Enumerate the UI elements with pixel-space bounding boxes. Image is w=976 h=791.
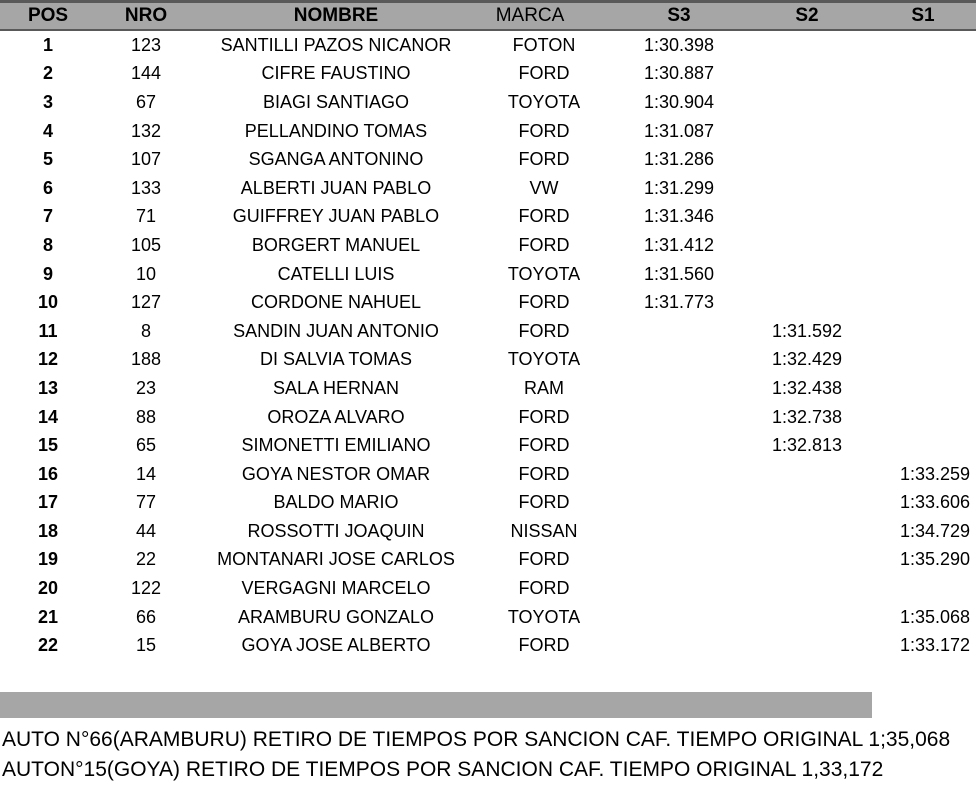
cell-s2: 1:32.738	[771, 406, 843, 427]
table-row	[0, 145, 976, 174]
header-cell-nro: NRO	[124, 5, 168, 26]
table-row	[0, 88, 976, 117]
cell-nombre: GOYA JOSE ALBERTO	[241, 635, 431, 656]
cell-nombre: ARAMBURU GONZALO	[237, 606, 435, 627]
cell-nombre: SIMONETTI EMILIANO	[241, 435, 431, 456]
cell-nombre: PELLANDINO TOMAS	[244, 120, 428, 141]
cell-marca: FORD	[518, 120, 570, 141]
penalty-notes	[0, 725, 976, 784]
penalty-note-line: AUTON°15(GOYA) RETIRO DE TIEMPOS POR SANCION CAF. TIEMPO ORIGINAL 1,33,172	[2, 757, 884, 781]
cell-pos: 10	[37, 292, 59, 313]
cell-nro: 132	[130, 120, 162, 141]
cell-nombre: DI SALVIA TOMAS	[259, 349, 413, 370]
cell-s1: 1:33.606	[899, 492, 971, 513]
cell-nro: 122	[130, 578, 162, 599]
cell-nro: 67	[135, 91, 157, 112]
cell-pos: 8	[42, 234, 53, 255]
table-row	[0, 546, 976, 575]
table-body	[0, 31, 976, 660]
cell-nro: 8	[140, 320, 151, 341]
cell-marca: FORD	[518, 406, 570, 427]
cell-nombre: ALBERTI JUAN PABLO	[240, 177, 432, 198]
cell-s3: 1:31.412	[643, 234, 715, 255]
cell-s1: 1:34.729	[899, 520, 971, 541]
cell-s3: 1:31.087	[643, 120, 715, 141]
cell-marca: RAM	[524, 377, 564, 398]
cell-nro: 44	[135, 520, 157, 541]
cell-marca: FORD	[518, 234, 570, 255]
cell-pos: 14	[37, 406, 59, 427]
cell-nro: 77	[135, 492, 157, 513]
cell-pos: 1	[42, 34, 53, 55]
table-row	[0, 346, 976, 375]
header-cell-s3: S3	[667, 5, 691, 26]
cell-nombre: BORGERT MANUEL	[251, 234, 421, 255]
cell-nombre: BIAGI SANTIAGO	[262, 91, 410, 112]
cell-nro: 14	[135, 463, 157, 484]
cell-s3: 1:31.773	[643, 292, 715, 313]
cell-nro: 22	[135, 549, 157, 570]
cell-s3: 1:31.286	[643, 149, 715, 170]
cell-s2: 1:32.813	[771, 435, 843, 456]
cell-nombre: SGANGA ANTONINO	[248, 149, 424, 170]
cell-pos: 3	[42, 91, 53, 112]
table-header	[0, 0, 976, 31]
table-row	[0, 631, 976, 660]
cell-s1: 1:35.290	[899, 549, 971, 570]
cell-marca: FORD	[518, 578, 570, 599]
cell-nombre: CORDONE NAHUEL	[250, 292, 422, 313]
table-row	[0, 60, 976, 89]
table-row	[0, 260, 976, 289]
cell-s2: 1:31.592	[771, 320, 843, 341]
table-row	[0, 517, 976, 546]
table-row	[0, 603, 976, 632]
cell-s3: 1:30.398	[643, 34, 715, 55]
cell-nro: 105	[130, 234, 162, 255]
cell-pos: 4	[42, 120, 53, 141]
cell-marca: FORD	[518, 549, 570, 570]
cell-pos: 22	[37, 635, 59, 656]
table-row	[0, 174, 976, 203]
cell-pos: 19	[37, 549, 59, 570]
cell-pos: 21	[37, 606, 59, 627]
cell-nombre: BALDO MARIO	[273, 492, 399, 513]
cell-s1: 1:33.172	[899, 635, 971, 656]
cell-pos: 6	[42, 177, 53, 198]
cell-s3: 1:31.299	[643, 177, 715, 198]
cell-marca: FORD	[518, 149, 570, 170]
cell-nro: 188	[130, 349, 162, 370]
table-row	[0, 460, 976, 489]
cell-pos: 17	[37, 492, 59, 513]
cell-pos: 18	[37, 520, 59, 541]
cell-marca: FOTON	[512, 34, 576, 55]
cell-nro: 23	[135, 377, 157, 398]
cell-pos: 16	[37, 463, 59, 484]
cell-pos: 7	[42, 206, 53, 227]
cell-pos: 12	[37, 349, 59, 370]
header-cell-s2: S2	[795, 5, 819, 26]
header-cell-nombre: NOMBRE	[293, 5, 379, 26]
cell-marca: TOYOTA	[507, 91, 581, 112]
cell-nombre: VERGAGNI MARCELO	[241, 578, 431, 599]
cell-nro: 88	[135, 406, 157, 427]
cell-nro: 71	[135, 206, 157, 227]
table-row	[0, 117, 976, 146]
table-row	[0, 489, 976, 518]
cell-s3: 1:30.887	[643, 63, 715, 84]
cell-marca: VW	[529, 177, 559, 198]
cell-pos: 2	[42, 63, 53, 84]
cell-marca: FORD	[518, 206, 570, 227]
table-row	[0, 31, 976, 60]
cell-s2: 1:32.438	[771, 377, 843, 398]
table-row	[0, 403, 976, 432]
cell-s1: 1:35.068	[899, 606, 971, 627]
cell-marca: FORD	[518, 435, 570, 456]
table-row	[0, 288, 976, 317]
cell-nro: 107	[130, 149, 162, 170]
table-row	[0, 231, 976, 260]
cell-s2: 1:32.429	[771, 349, 843, 370]
cell-marca: FORD	[518, 320, 570, 341]
cell-nombre: OROZA ALVARO	[267, 406, 405, 427]
cell-pos: 20	[37, 578, 59, 599]
cell-s3: 1:31.346	[643, 206, 715, 227]
cell-marca: TOYOTA	[507, 263, 581, 284]
cell-nombre: SANDIN JUAN ANTONIO	[233, 320, 439, 341]
cell-pos: 15	[37, 435, 59, 456]
cell-s3: 1:30.904	[643, 91, 715, 112]
cell-nombre: CIFRE FAUSTINO	[261, 63, 411, 84]
cell-nro: 66	[135, 606, 157, 627]
cell-nro: 133	[130, 177, 162, 198]
header-cell-s1: S1	[911, 5, 935, 26]
cell-nombre: MONTANARI JOSE CARLOS	[217, 549, 455, 570]
cell-marca: TOYOTA	[507, 606, 581, 627]
table-row	[0, 574, 976, 603]
cell-nro: 144	[130, 63, 162, 84]
cell-pos: 11	[38, 320, 58, 341]
table-row	[0, 203, 976, 232]
cell-nombre: SANTILLI PAZOS NICANOR	[220, 34, 452, 55]
header-cell-pos: POS	[27, 5, 69, 26]
cell-marca: FORD	[518, 492, 570, 513]
cell-marca: FORD	[518, 63, 570, 84]
cell-marca: FORD	[518, 635, 570, 656]
table-row	[0, 317, 976, 346]
penalty-note-line: AUTO N°66(ARAMBURU) RETIRO DE TIEMPOS POR SANCION CAF. TIEMPO ORIGINAL 1;35,068	[2, 728, 951, 752]
separator-bar	[0, 692, 872, 718]
cell-nombre: GOYA NESTOR OMAR	[241, 463, 431, 484]
cell-nro: 15	[135, 635, 157, 656]
cell-pos: 5	[42, 149, 53, 170]
cell-s1: 1:33.259	[899, 463, 971, 484]
table-row	[0, 374, 976, 403]
cell-marca: FORD	[518, 463, 570, 484]
cell-nro: 127	[130, 292, 162, 313]
header-cell-marca: MARCA	[495, 5, 565, 26]
table-row	[0, 431, 976, 460]
cell-nombre: ROSSOTTI JOAQUIN	[247, 520, 425, 541]
cell-marca: FORD	[518, 292, 570, 313]
cell-nombre: CATELLI LUIS	[277, 263, 395, 284]
cell-nro: 123	[130, 34, 162, 55]
cell-marca: NISSAN	[510, 520, 578, 541]
cell-pos: 13	[37, 377, 59, 398]
cell-nombre: GUIFFREY JUAN PABLO	[232, 206, 440, 227]
cell-s3: 1:31.560	[643, 263, 715, 284]
cell-pos: 9	[42, 263, 53, 284]
cell-nro: 65	[135, 435, 157, 456]
cell-nombre: SALA HERNAN	[272, 377, 400, 398]
cell-nro: 10	[135, 263, 157, 284]
cell-marca: TOYOTA	[507, 349, 581, 370]
